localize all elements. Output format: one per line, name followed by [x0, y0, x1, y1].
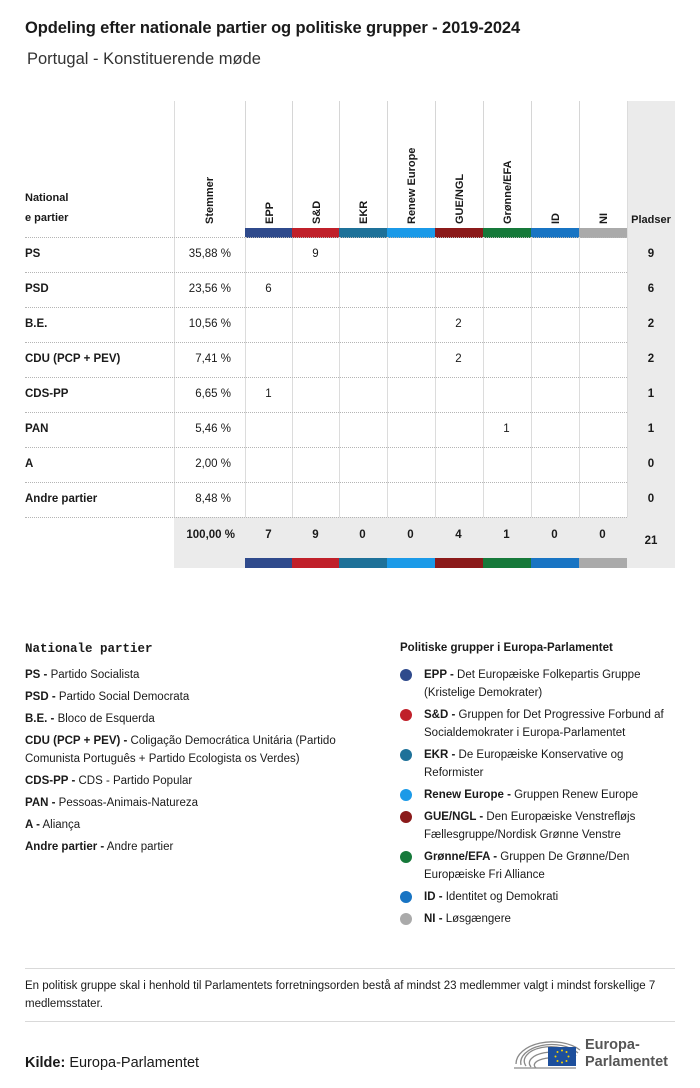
group-abbreviation: EKR - — [424, 749, 456, 761]
vote-share: 5,46 % — [195, 423, 231, 435]
vote-share: 10,56 % — [188, 318, 231, 330]
vote-share: 23,56 % — [188, 283, 231, 295]
group-total: 7 — [265, 529, 272, 541]
group-color-band-bottom — [483, 558, 531, 568]
group-description — [424, 910, 675, 928]
group-total: 0 — [599, 529, 606, 541]
chart-title: Opdeling efter nationale partier og politiske grupper - 2019-2024 — [25, 19, 521, 37]
party-abbreviation: CDU (PCP + PEV) - — [25, 735, 128, 747]
group-abbreviation: S&D - — [424, 709, 456, 721]
logo-line-2: Parlamentet — [585, 1054, 669, 1070]
row-separator — [25, 307, 627, 308]
party-full-name: Partido Socialista — [47, 669, 140, 681]
total-seats: 2 — [647, 318, 655, 330]
group-color-band-bottom — [387, 558, 435, 568]
vote-share: 8,48 % — [195, 493, 231, 505]
group-color-band-bottom — [339, 558, 387, 568]
group-abbreviation: ID - — [424, 891, 443, 903]
group-full-name: Det Europæiske Folkepartis Gruppe (Kristelige Demokrater) — [424, 669, 641, 699]
seat-count: 2 — [455, 353, 462, 365]
total-seats: 6 — [647, 283, 655, 295]
group-header-label: Grønne/EFA — [501, 160, 514, 224]
group-header-label: EPP — [263, 201, 276, 224]
group-full-name: Gruppen De Grønne/Den Europæiske Fri Alliance — [424, 851, 630, 881]
row-separator — [25, 237, 627, 238]
group-abbreviation: GUE/NGL - — [424, 811, 484, 823]
row-separator — [25, 412, 627, 413]
total-seats: 9 — [647, 248, 655, 260]
row-separator — [25, 377, 627, 378]
group-color-dot-icon — [400, 913, 412, 925]
total-seats: 1 — [647, 388, 655, 400]
national-party-entry — [25, 794, 365, 812]
group-header — [579, 101, 627, 228]
share-header — [174, 101, 245, 228]
column-separator — [627, 237, 628, 517]
total-seats: 0 — [647, 458, 655, 470]
group-color-band-bottom — [435, 558, 483, 568]
total-seats: 0 — [647, 493, 655, 505]
group-color-dot-icon — [400, 709, 412, 721]
group-color-dot-icon — [400, 669, 412, 681]
row-separator — [25, 447, 627, 448]
national-party-entry — [25, 666, 365, 684]
party-name: Andre partier — [25, 493, 98, 505]
source — [25, 1055, 199, 1071]
vote-share: 35,88 % — [188, 248, 231, 260]
group-description — [424, 746, 675, 782]
party-abbreviation: PS - — [25, 669, 48, 681]
group-header-label: EKR — [357, 200, 370, 224]
political-groups-heading: Politiske grupper i Europa-Parlamentet — [400, 642, 613, 654]
party-name: CDS-PP — [25, 388, 69, 400]
national-party-entry — [25, 732, 365, 768]
party-full-name: Andre partier — [104, 841, 174, 853]
group-color-band-bottom — [579, 558, 627, 568]
national-party-entry — [25, 816, 365, 834]
party-full-name: Bloco de Esquerda — [54, 713, 155, 725]
party-abbreviation: PSD - — [25, 691, 56, 703]
footnote: En politisk gruppe skal i henhold til Parlamentets forretningsorden bestå af mindst 23 medlemmer valgt i mindst forskellige 7 medlemsstater. — [25, 980, 656, 1010]
group-header — [339, 101, 387, 228]
logo-wordmark — [585, 1037, 668, 1071]
party-name: PS — [25, 248, 41, 260]
group-full-name: Gruppen for Det Progressive Forbund af Socialdemokrater i Europa-Parlamentet — [424, 709, 664, 739]
seat-count: 9 — [312, 248, 319, 260]
party-name: CDU (PCP + PEV) — [25, 353, 121, 365]
vote-share: 7,41 % — [195, 353, 231, 365]
group-description — [424, 666, 675, 702]
divider — [25, 968, 675, 969]
group-full-name: Identitet og Demokrati — [442, 891, 559, 903]
vote-share: 6,65 % — [195, 388, 231, 400]
group-abbreviation: Grønne/EFA - — [424, 851, 498, 863]
group-color-dot-icon — [400, 851, 412, 863]
group-full-name: Den Europæiske Venstrefløjs Fællesgruppe/Nordisk Grønne Venstre — [424, 811, 636, 841]
group-total: 0 — [359, 529, 366, 541]
group-total: 1 — [503, 529, 510, 541]
party-abbreviation: B.E. - — [25, 713, 55, 725]
seats-header-label: Pladser — [631, 214, 671, 226]
seat-count: 2 — [455, 318, 462, 330]
group-description — [424, 808, 675, 844]
group-total: 0 — [551, 529, 558, 541]
group-abbreviation: EPP - — [424, 669, 454, 681]
share-header-label: Stemmer — [203, 176, 216, 224]
group-total: 9 — [312, 529, 319, 541]
row-separator — [25, 272, 627, 273]
row-header-label: National e partier — [25, 192, 69, 224]
party-name: B.E. — [25, 318, 48, 330]
seat-count: 1 — [503, 423, 510, 435]
seat-count: 6 — [265, 283, 272, 295]
party-abbreviation: PAN - — [25, 797, 56, 809]
group-header — [292, 101, 340, 228]
group-total: 0 — [407, 529, 414, 541]
party-name: PAN — [25, 423, 49, 435]
total-share: 100,00 % — [186, 529, 235, 541]
national-party-entry — [25, 688, 365, 706]
group-color-band-bottom — [531, 558, 579, 568]
group-full-name: Gruppen Renew Europe — [510, 789, 639, 801]
national-party-entry — [25, 838, 365, 856]
group-header — [387, 101, 435, 228]
group-abbreviation: NI - — [424, 913, 443, 925]
group-header-label: NI — [597, 213, 610, 224]
source-value: Europa-Parlamentet — [69, 1055, 200, 1071]
source-label: Kilde: — [25, 1055, 66, 1071]
group-color-band-bottom — [245, 558, 293, 568]
total-seats: 2 — [647, 353, 655, 365]
logo-line-1: Europa- — [585, 1037, 640, 1053]
party-full-name: Coligação Democrática Unitária (Partido Comunista Português + Partido Ecologista os Verdes) — [25, 735, 336, 765]
group-color-dot-icon — [400, 811, 412, 823]
group-description — [424, 848, 675, 884]
group-description — [424, 888, 675, 906]
national-parties-heading: Nationale partier — [25, 642, 153, 656]
party-full-name: Pessoas-Animais-Natureza — [55, 797, 198, 809]
party-full-name: CDS - Partido Popular — [75, 775, 193, 787]
party-abbreviation: CDS-PP - — [25, 775, 76, 787]
row-separator — [25, 517, 627, 518]
row-separator — [25, 342, 627, 343]
party-full-name: Partido Social Democrata — [55, 691, 190, 703]
group-header-label: Renew Europe — [405, 147, 418, 224]
group-full-name: De Europæiske Konservative og Reformister — [424, 749, 624, 779]
group-total: 4 — [455, 529, 462, 541]
group-color-dot-icon — [400, 891, 412, 903]
party-name: PSD — [25, 283, 49, 295]
vote-share: 2,00 % — [195, 458, 231, 470]
seat-count: 1 — [265, 388, 272, 400]
group-color-dot-icon — [400, 789, 412, 801]
national-party-entry — [25, 772, 365, 790]
group-header-label: S&D — [310, 200, 323, 224]
group-header — [245, 101, 293, 228]
group-header — [531, 101, 579, 228]
party-full-name: Aliança — [39, 819, 81, 831]
group-color-dot-icon — [400, 749, 412, 761]
national-party-entry — [25, 710, 365, 728]
party-abbreviation: Andre partier - — [25, 841, 105, 853]
group-abbreviation: Renew Europe - — [424, 789, 511, 801]
group-header-label: GUE/NGL — [453, 173, 466, 224]
chart-subtitle: Portugal - Konstituerende møde — [27, 50, 261, 68]
group-header — [483, 101, 531, 228]
grand-total: 21 — [644, 535, 658, 547]
divider — [25, 1021, 675, 1022]
party-name: A — [25, 458, 34, 470]
group-full-name: Løsgængere — [442, 913, 511, 925]
party-abbreviation: A - — [25, 819, 40, 831]
group-description — [424, 786, 675, 804]
group-header — [435, 101, 483, 228]
group-header-label: ID — [549, 213, 562, 224]
group-color-band-bottom — [292, 558, 340, 568]
row-separator — [25, 482, 627, 483]
group-description — [424, 706, 675, 742]
total-seats: 1 — [647, 423, 655, 435]
